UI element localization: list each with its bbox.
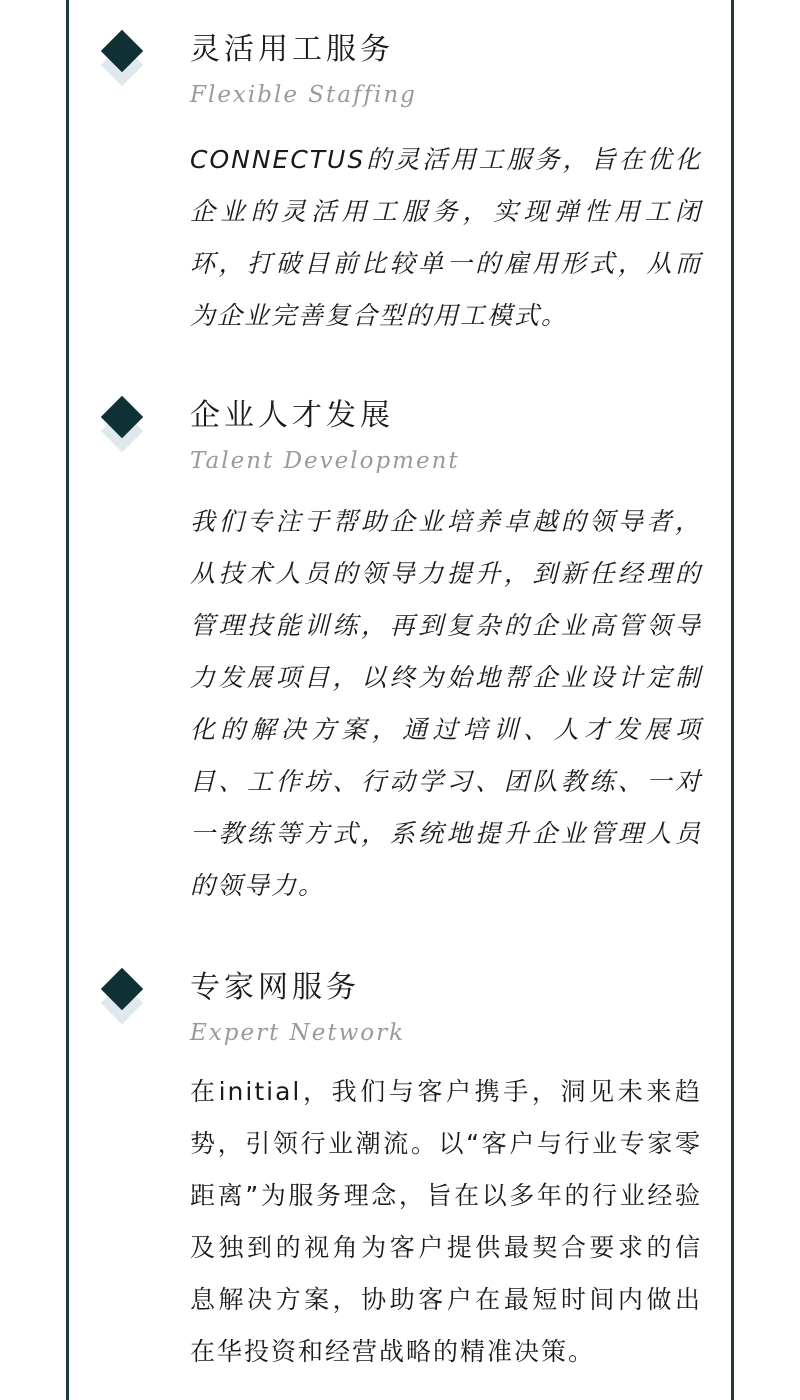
diamond-icon — [100, 968, 146, 1030]
section-title: 灵活用工服务 — [190, 32, 394, 67]
section-body: CONNECTUS的灵活用工服务，旨在优化企业的灵活用工服务，实现弹性用工闭环，打破目前比较单一的雇用形式，从而为企业完善复合型的用工模式。 — [190, 145, 702, 330]
section-subtitle: Flexible Staffing — [190, 82, 417, 108]
frame-left-border — [66, 0, 69, 1400]
section-body: 在initial，我们与客户携手，洞见未来趋势，引领行业潮流。以“客户与行业专家零距离”为服务理念，旨在以多年的行业经验及独到的视角为客户提供最契合要求的信息解决方案，协助客户在最短时间内做出在华投资和经营战略的精准决策。 — [190, 1077, 702, 1366]
section-subtitle: Expert Network — [190, 1020, 406, 1046]
section-title: 企业人才发展 — [190, 398, 394, 433]
diamond-icon — [100, 30, 146, 92]
frame-right-border — [731, 0, 734, 1400]
section-title: 专家网服务 — [190, 970, 360, 1005]
section-subtitle: Talent Development — [190, 448, 460, 474]
diamond-icon — [100, 396, 146, 458]
section-body: 我们专注于帮助企业培养卓越的领导者，从技术人员的领导力提升，到新任经理的管理技能训练，再到复杂的企业高管领导力发展项目，以终为始地帮企业设计定制化的解决方案，通过培训、人才发展项目、工作坊、行动学习、团队教练、一对一教练等方式，系统地提升企业管理人员的领导力。 — [190, 507, 702, 900]
